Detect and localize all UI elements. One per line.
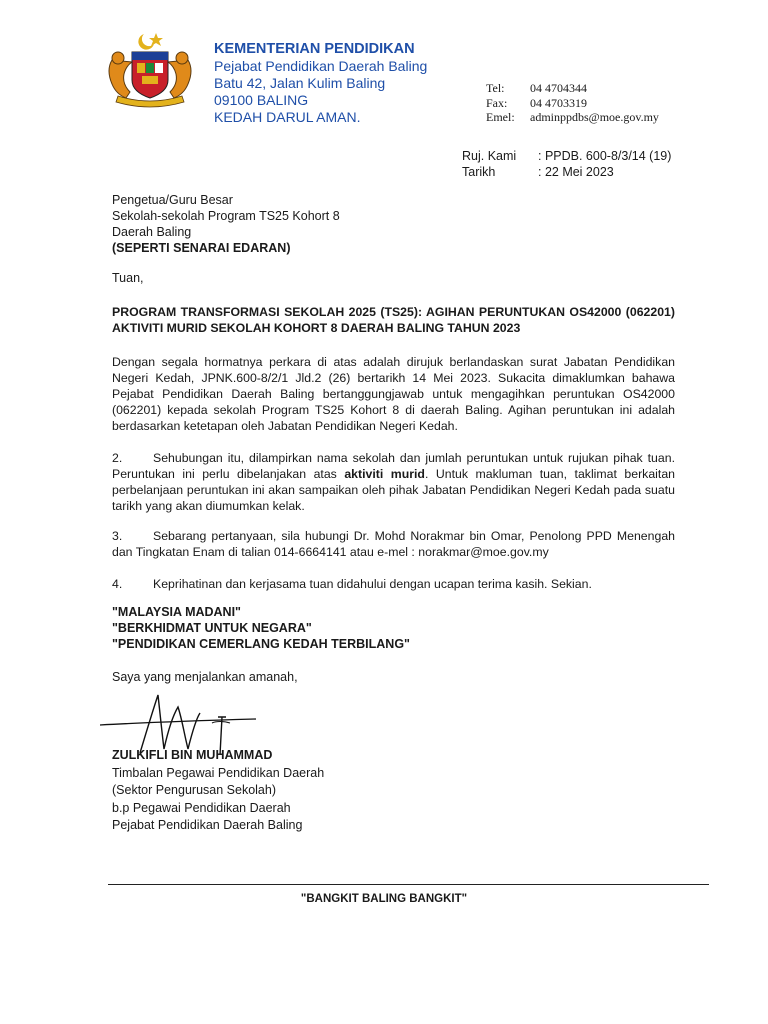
paragraph-1: Dengan segala hormatnya perkara di atas adalah dirujuk berlandaskan surat Jabatan Pendidikan Negeri Kedah, JPNK.600-8/2/1 Jld.2 (26) bertarikh 14 Mei 2023. Sukacita dimaklumkan bahawa Pejabat Pendidikan Daerah Baling bertanggungjawab untuk mengagihkan peruntukan OS42000 (062201) kepada sekolah Program TS25 Kohort 8 di daerah Baling. Agihan peruntukan ini adalah berdasarkan ketetapan oleh Jabatan Pendidikan Negeri Kedah. xyxy=(112,355,675,433)
office-postcode: 09100 BALING xyxy=(214,92,309,108)
signer-title: b.p Pegawai Pendidikan Daerah xyxy=(112,800,291,815)
signer-title: Timbalan Pegawai Pendidikan Daerah xyxy=(112,765,325,780)
contact-value: 04 4703319 xyxy=(530,95,587,110)
recipient-line: Daerah Baling xyxy=(112,225,192,239)
ref-label: Tarikh xyxy=(462,165,496,179)
paragraph-number: 4. xyxy=(112,577,123,591)
contact-label: Tel: xyxy=(486,81,505,95)
contact-label: Emel: xyxy=(486,110,515,124)
ref-value: : 22 Mei 2023 xyxy=(538,165,614,179)
signer-title: (Sektor Pengurusan Sekolah) xyxy=(112,783,276,797)
org-address-block xyxy=(214,41,427,126)
footer-slogan: "BANGKIT BALING BANGKIT" xyxy=(300,893,468,905)
contact-tel xyxy=(486,81,659,96)
reference-block xyxy=(462,148,671,180)
ref-date xyxy=(462,164,671,180)
office-street: Batu 42, Jalan Kulim Baling xyxy=(214,75,386,91)
paragraph-emphasis: aktiviti murid xyxy=(344,467,425,481)
recipient-block xyxy=(112,192,340,256)
office-state: KEDAH DARUL AMAN. xyxy=(214,109,361,125)
motto-line: "PENDIDIKAN CEMERLANG KEDAH TERBILANG" xyxy=(112,637,410,651)
paragraph-number: 3. xyxy=(112,529,123,543)
signer-title: Pejabat Pendidikan Daerah Baling xyxy=(112,818,303,832)
paragraph-text: Sebarang pertanyaan, sila hubungi Dr. Mohd Norakmar bin Omar, Penolong PPD Menengah dan Tingkatan Enam di talian 014-6664141 atau e-mel : norakmar@moe.gov.my xyxy=(112,529,675,559)
recipient-line: Sekolah-sekolah Program TS25 Kohort 8 xyxy=(112,209,340,223)
contact-label: Fax: xyxy=(486,95,508,110)
paragraph-2 xyxy=(112,450,675,514)
letter-subject: PROGRAM TRANSFORMASI SEKOLAH 2025 (TS25): AGIHAN PERUNTUKAN OS42000 (062201) AKTIVITI MURID SEKOLAH KOHORT 8 DAERAH BALING TAHUN 2023 xyxy=(112,305,675,335)
paragraph-3 xyxy=(112,528,675,560)
ref-number xyxy=(462,148,671,164)
paragraph-text: Keprihatinan dan kerjasama tuan didahului dengan ucapan terima kasih. Sekian. xyxy=(153,577,592,591)
paragraph-number: 2. xyxy=(112,451,123,465)
paragraph-text: . Untuk makluman tuan, taklimat berkaitan perbelanjaan peruntukan ini akan sampaikan oleh pihak Jabatan Pendidikan Negeri Kedah pada suatu tarikh yang akan diumumkan kelak. xyxy=(112,467,675,513)
signer-block xyxy=(112,747,324,835)
contact-fax xyxy=(486,96,659,111)
paragraph-text: Sehubungan itu, dilampirkan nama sekolah dan jumlah peruntukan untuk rujukan pihak tuan. Peruntukan ini perlu dibelanjakan atas xyxy=(112,451,675,481)
motto-line: "MALAYSIA MADANI" xyxy=(112,605,241,619)
contact-value: 04 4704344 xyxy=(530,81,587,95)
recipient-line: (SEPERTI SENARAI EDARAN) xyxy=(112,241,291,255)
signer-name: ZULKIFLI BIN MUHAMMAD xyxy=(112,748,273,762)
office-name: Pejabat Pendidikan Daerah Baling xyxy=(214,58,428,74)
motto-block xyxy=(112,604,410,652)
contact-block xyxy=(486,81,659,125)
salutation: Tuan, xyxy=(112,271,144,285)
footer-divider xyxy=(108,884,709,885)
ministry-name: KEMENTERIAN PENDIDIKAN xyxy=(214,41,415,57)
contact-value: adminppdbs@moe.gov.my xyxy=(530,110,659,124)
contact-email xyxy=(486,110,659,125)
coat-of-arms-icon xyxy=(104,30,196,108)
motto-line: "BERKHIDMAT UNTUK NEGARA" xyxy=(112,621,312,635)
recipient-line: Pengetua/Guru Besar xyxy=(112,193,233,207)
ref-label: Ruj. Kami xyxy=(462,149,517,163)
ref-value: : PPDB. 600-8/3/14 (19) xyxy=(538,149,672,163)
closing-line: Saya yang menjalankan amanah, xyxy=(112,670,298,684)
paragraph-4 xyxy=(112,576,675,592)
